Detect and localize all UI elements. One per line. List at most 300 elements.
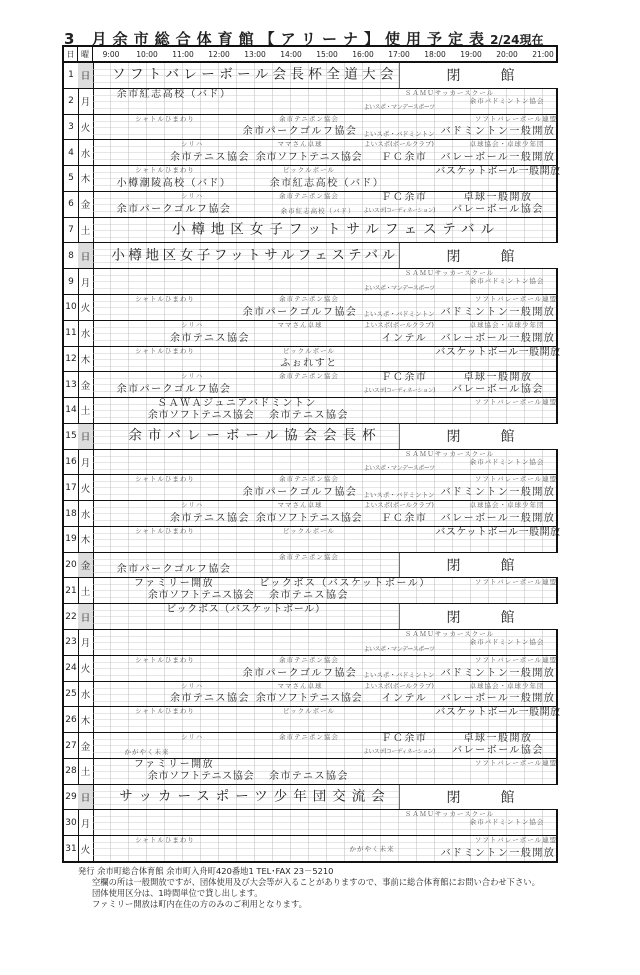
hour-label: 19:00 [460, 50, 482, 59]
reservation-label: 余市バドミントン協会 [469, 277, 545, 286]
day-number: 30 [64, 810, 79, 835]
reservation-label: 余市テニポン協会 [279, 372, 339, 381]
reservation-label: 余市テニス協会 [268, 590, 350, 602]
reservation-label: よいスポ(ボールクラブ) [364, 320, 434, 329]
day-row [64, 114, 556, 140]
day-row [64, 62, 556, 88]
reservation [147, 772, 255, 782]
day-number: 9 [64, 269, 79, 294]
day-number: 11 [64, 321, 79, 346]
time-grid [93, 501, 556, 526]
reservation [165, 153, 255, 163]
reservation [345, 845, 399, 852]
reservation [255, 502, 345, 509]
day-number: 6 [64, 192, 79, 217]
reservation-label: 余市バドミントン協会 [469, 818, 545, 827]
reservation-label: バレーボール一般開放 [440, 693, 556, 705]
reservation [129, 476, 201, 483]
reservation-label: よいスポ・バドミントン [363, 129, 435, 138]
reservation-label: 余市テニポン協会 [279, 294, 339, 303]
time-grid [93, 372, 556, 397]
day-row [64, 423, 556, 449]
reservation [435, 514, 561, 524]
reservation [111, 579, 237, 589]
reservation [435, 167, 561, 177]
day-row [64, 139, 556, 165]
reservation [435, 669, 561, 679]
reservation [111, 385, 237, 395]
reservation [147, 411, 255, 421]
reservation [255, 359, 363, 369]
weekday: 火 [78, 475, 94, 500]
reservation [363, 750, 435, 756]
reservation [237, 308, 363, 318]
reservation-label: ママさん卓球 [277, 140, 323, 149]
hour-label: 10:00 [136, 50, 158, 59]
closed-block: 閉館 [399, 63, 561, 88]
reservation-label: よいスポ(コーディネーション) [363, 388, 435, 395]
weekday: 水 [78, 140, 94, 165]
reservation [435, 385, 561, 395]
day-row [64, 809, 556, 835]
closed-block: 閉館 [399, 553, 561, 578]
day-row [64, 681, 556, 707]
reservation-label: 卓球協会・卓球少年団 [469, 320, 545, 329]
reservation [471, 657, 561, 664]
reservation-label: 余市テニポン協会 [279, 552, 339, 561]
reservation-label: 余市紅志高校（バド） [280, 207, 356, 216]
reservation-label: よいスポ(ボールクラブ) [364, 681, 434, 690]
hour-label: 14:00 [280, 50, 302, 59]
header-weekday: 曜 [78, 47, 93, 62]
reservation-label: シリハ [180, 733, 204, 742]
reservation-label: 余市テニス協会 [169, 332, 251, 344]
hour-label: 21:00 [532, 50, 554, 59]
reservation [111, 749, 183, 756]
reservation-label: かがやく未来 [349, 844, 395, 853]
day-number: 17 [64, 475, 79, 500]
reservation-label: よいスポ(ボールクラブ) [364, 140, 434, 149]
reservation [255, 591, 363, 601]
reservation-label: ビックボス（バスケットボール） [166, 604, 326, 616]
reservation-label: インテル [381, 693, 428, 705]
reservation [374, 694, 435, 704]
reservation [374, 514, 435, 524]
reservation [374, 734, 435, 744]
reservation-label: バスケットボール一般開放 [435, 526, 561, 538]
reservation-label: 余市バドミントン協会 [469, 457, 545, 466]
reservation [435, 746, 561, 756]
day-number: 4 [64, 140, 79, 165]
reservation-label: 余市ソフトテニス協会 [147, 590, 255, 602]
reservation [363, 672, 435, 679]
time-grid [93, 166, 561, 191]
weekday: 月 [78, 450, 94, 475]
reservation [255, 141, 345, 148]
reservation [165, 734, 219, 741]
reservation-label: バレーボール一般開放 [440, 152, 556, 164]
day-number: 2 [64, 89, 79, 114]
reservation-label: 余市ソフトテニス協会 [255, 152, 363, 164]
hour-label: 16:00 [352, 50, 374, 59]
reservation-label: 余市パークゴルフ協会 [242, 306, 358, 318]
reservation [399, 631, 500, 638]
time-grid [93, 218, 556, 243]
hour-label: 12:00 [208, 50, 230, 59]
reservation-label: ＦＣ余市 [381, 191, 428, 203]
reservation-label: 卓球一般開放 [463, 372, 533, 384]
weekday: 日 [78, 785, 94, 810]
hour-label: 9:00 [102, 50, 120, 59]
day-row [64, 397, 556, 423]
time-grid [93, 578, 556, 603]
time-grid [93, 450, 556, 475]
reservation [165, 605, 327, 615]
reservation [255, 694, 363, 704]
time-grid [93, 63, 556, 88]
reservation-label: ソフトバレーボール連盟 [474, 655, 558, 664]
reservation-label: ＳＡＭＵサッカースクール [404, 449, 495, 458]
day-number: 22 [64, 604, 79, 629]
title-text: 3 月余市総合体育館【アリーナ】使用予定表 [64, 30, 491, 48]
reservation-label: 小樽地区女子フットサルフェステバル [111, 247, 399, 264]
reservation [255, 683, 345, 690]
reservation-label: ソフトバレーボール連盟 [474, 294, 558, 303]
weekday: 水 [78, 682, 94, 707]
reservation-label: ソフトバレーボール会長杯全道大会 [112, 66, 398, 83]
reservation-label: 余市パークゴルフ協会 [242, 487, 358, 499]
day-row [64, 758, 556, 784]
reservation-label: 卓球協会・卓球少年団 [469, 681, 545, 690]
day-number: 3 [64, 115, 79, 140]
weekday: 月 [78, 269, 94, 294]
reservation [471, 116, 561, 123]
reservation [435, 373, 561, 383]
reservation [363, 647, 435, 653]
reservation-label: 余市バドミントン協会 [469, 638, 545, 647]
day-number: 21 [64, 578, 79, 603]
reservation-label: バドミントン一般開放 [440, 847, 556, 859]
reservation [129, 116, 201, 123]
reservation [255, 734, 363, 741]
reservation-label: 余市テニポン協会 [279, 733, 339, 742]
reservation-label: 余市テニポン協会 [279, 475, 339, 484]
day-row [64, 242, 556, 268]
reservation [363, 492, 435, 499]
weekday: 月 [78, 89, 94, 114]
day-row [64, 165, 561, 191]
reservation-label: 余市テニポン協会 [279, 191, 339, 200]
reservation-label: ＦＣ余市 [381, 512, 428, 524]
reservation [111, 179, 237, 189]
reservation [363, 209, 435, 215]
time-grid [93, 140, 556, 165]
weekday: 日 [78, 243, 94, 268]
as-of-date: 2/24現在 [490, 33, 544, 47]
reservation [399, 270, 500, 277]
reservation [129, 348, 201, 355]
day-row [64, 191, 556, 217]
footer-note: 団体使用区分は、1時間単位で貸し出します。 [92, 888, 263, 898]
reservation-label: バレーボール協会 [452, 203, 544, 215]
time-grid [93, 115, 556, 140]
reservation-label: シリハ [180, 140, 204, 149]
header-hours [93, 47, 556, 62]
reservation [111, 399, 363, 409]
reservation-label: 余市ソフトテニス協会 [255, 693, 363, 705]
reservation [165, 334, 255, 344]
day-row [64, 449, 556, 475]
time-grid [93, 604, 556, 629]
reservation-label: バドミントン一般開放 [440, 487, 556, 499]
day-row [64, 320, 556, 346]
day-number: 28 [64, 759, 79, 784]
reservation-label: バスケットボール一般開放 [435, 707, 561, 719]
day-row [64, 474, 556, 500]
reservation-label: シャトルひまわり [135, 166, 195, 175]
reservation-label: よいスポ・バドミントン [363, 310, 435, 319]
reservation-label: よいスポ(コーディネーション) [363, 207, 435, 214]
reservation [374, 373, 435, 383]
day-number: 26 [64, 707, 79, 732]
day-row [64, 629, 556, 655]
reservation-label: 余市ソフトテニス協会 [147, 770, 255, 782]
reservation [435, 849, 561, 859]
day-row [64, 268, 556, 294]
day-row [64, 732, 556, 758]
day-number: 14 [64, 398, 79, 423]
reservation [165, 694, 255, 704]
reservation [255, 193, 363, 200]
reservation [129, 837, 201, 844]
time-grid [93, 553, 556, 578]
reservation-label: 余市パークゴルフ協会 [116, 384, 232, 396]
reservation-label: シャトルひまわり [135, 707, 195, 716]
reservation-label: バドミントン一般開放 [440, 667, 556, 679]
time-grid [93, 733, 556, 758]
reservation-label: よいスポ・マンデースポーツ [363, 465, 435, 473]
reservation-label: ソフトバレーボール連盟 [474, 398, 558, 407]
reservation-label: ふぉれすと [280, 358, 338, 370]
time-grid [93, 630, 556, 655]
hour-label: 13:00 [244, 50, 266, 59]
time-grid [93, 475, 556, 500]
day-row [64, 371, 556, 397]
reservation [129, 296, 201, 303]
closed-block: 閉館 [399, 785, 561, 810]
time-grid [93, 785, 556, 810]
reservation-label: 余市テニス協会 [268, 770, 350, 782]
reservation [363, 131, 435, 138]
day-row [64, 552, 556, 578]
reservation [435, 488, 561, 498]
hour-label: 17:00 [388, 50, 410, 59]
reservation [165, 514, 255, 524]
reservation [453, 141, 561, 148]
reservation [111, 205, 237, 215]
weekday: 月 [78, 810, 94, 835]
reservation-label: ソフトバレーボール連盟 [474, 578, 558, 587]
closed-block: 閉館 [399, 243, 561, 268]
reservation-label: よいスポ・マンデースポーツ [363, 104, 435, 112]
reservation [374, 193, 435, 203]
day-number: 10 [64, 295, 79, 320]
reservation-label: 小樽地区女子フットサルフェステバル [171, 221, 501, 238]
reservation-label: ピックルボール [283, 707, 335, 716]
reservation [255, 116, 363, 123]
day-row [64, 577, 556, 603]
reservation [453, 502, 561, 509]
day-number: 7 [64, 218, 79, 243]
day-row [64, 603, 556, 629]
reservation [453, 683, 561, 690]
reservation-label: バレーボール協会 [452, 384, 544, 396]
day-row [64, 526, 561, 552]
reservation [435, 205, 561, 215]
reservation-label: 余市バレーボール協会会長杯 [128, 427, 382, 444]
closed-block: 閉館 [399, 424, 561, 449]
reservation [129, 708, 201, 715]
reservation [255, 579, 435, 589]
reservation-label: 余市紅志高校（バド） [116, 88, 232, 100]
reservation [435, 127, 561, 137]
weekday: 火 [78, 836, 94, 861]
reservation [111, 760, 237, 770]
weekday: 木 [78, 527, 94, 552]
reservation [111, 66, 399, 83]
reservation-label: 卓球協会・卓球少年団 [469, 501, 545, 510]
reservation [237, 669, 363, 679]
reservation-label: よいスポ(コーディネーション) [363, 748, 435, 755]
reservation-label: ファミリー開放 [133, 758, 215, 770]
reservation-label: ＳＡＭＵサッカースクール [404, 269, 495, 278]
day-number: 19 [64, 527, 79, 552]
day-number: 29 [64, 785, 79, 810]
day-row [64, 346, 561, 372]
weekday: 日 [78, 424, 94, 449]
reservation-label: シリハ [180, 320, 204, 329]
time-grid [93, 269, 556, 294]
reservation [453, 98, 561, 105]
reservation-label: ソフトバレーボール連盟 [474, 758, 558, 767]
weekday: 金 [78, 553, 94, 578]
reservation-label: よいスポ・バドミントン [363, 671, 435, 680]
reservation-label: シャトルひまわり [135, 346, 195, 355]
reservation-label: バスケットボール一般開放 [435, 346, 561, 358]
hour-label: 15:00 [316, 50, 338, 59]
reservation-label: シリハ [180, 191, 204, 200]
reservation-label: ママさん卓球 [277, 320, 323, 329]
reservation [435, 734, 561, 744]
time-grid [93, 321, 556, 346]
reservation-label: シャトルひまわり [135, 294, 195, 303]
reservation-label: シャトルひまわり [135, 526, 195, 535]
day-number: 13 [64, 372, 79, 397]
day-number: 23 [64, 630, 79, 655]
reservation-label: ソフトバレーボール連盟 [474, 475, 558, 484]
reservation [255, 348, 363, 355]
reservation-label: ＳＡＭＵサッカースクール [404, 810, 495, 819]
reservation [165, 141, 219, 148]
reservation [111, 429, 399, 443]
reservation [111, 90, 237, 100]
time-grid [93, 836, 556, 861]
weekday: 木 [78, 166, 94, 191]
footer [78, 866, 540, 910]
reservation [363, 286, 435, 292]
reservation [435, 348, 561, 358]
reservation-label: 余市テニポン協会 [279, 114, 339, 123]
day-number: 16 [64, 450, 79, 475]
hour-label: 20:00 [496, 50, 518, 59]
reservation-label: 卓球一般開放 [463, 733, 533, 745]
reservation [255, 554, 363, 561]
day-number: 18 [64, 501, 79, 526]
day-number: 8 [64, 243, 79, 268]
reservation [255, 322, 345, 329]
time-grid [93, 682, 556, 707]
reservation-label: ＦＣ余市 [381, 733, 428, 745]
reservation [255, 167, 363, 174]
reservation [165, 322, 219, 329]
reservation [255, 411, 363, 421]
weekday: 月 [78, 630, 94, 655]
reservation-label: シリハ [180, 501, 204, 510]
reservation [165, 683, 219, 690]
reservation [129, 657, 201, 664]
reservation [471, 579, 561, 586]
reservation-label: バスケットボール一般開放 [435, 166, 561, 178]
reservation-label: 余市パークゴルフ協会 [242, 126, 358, 138]
weekday: 火 [78, 656, 94, 681]
reservation-label: ピックルボール [283, 526, 335, 535]
reservation [255, 708, 363, 715]
reservation-label: よいスポ(ボールクラブ) [364, 501, 434, 510]
schedule-table [62, 45, 561, 863]
reservation [453, 322, 561, 329]
reservation [363, 105, 435, 111]
reservation-label: ＦＣ余市 [381, 372, 428, 384]
day-row [64, 835, 556, 861]
reservation [435, 308, 561, 318]
reservation [453, 819, 561, 826]
reservation-label: 余市バドミントン協会 [469, 96, 545, 105]
reservation [165, 502, 219, 509]
reservation-label: シャトルひまわり [135, 475, 195, 484]
reservation-label: ファミリー開放 [133, 578, 215, 590]
day-number: 27 [64, 733, 79, 758]
reservation-label: 余市テニス協会 [169, 512, 251, 524]
time-grid [93, 759, 556, 784]
reservation [435, 334, 561, 344]
footer-note: ファミリー開放は町内在住の方のみのご利用となります。 [92, 899, 307, 909]
reservation [399, 90, 500, 97]
reservation-label: よいスポ・バドミントン [363, 490, 435, 499]
reservation-label: 余市テニス協会 [169, 152, 251, 164]
time-grid [93, 295, 556, 320]
time-grid [93, 192, 556, 217]
reservation-label: バドミントン一般開放 [440, 306, 556, 318]
day-row [64, 655, 556, 681]
reservation [399, 811, 500, 818]
reservation [111, 249, 399, 263]
reservation-label: 余市パークゴルフ協会 [116, 203, 232, 215]
day-row [64, 706, 561, 732]
reservation [399, 451, 500, 458]
reservation [255, 476, 363, 483]
reservation [435, 193, 561, 203]
reservation-label: ＳＡＭＵサッカースクール [404, 88, 495, 97]
